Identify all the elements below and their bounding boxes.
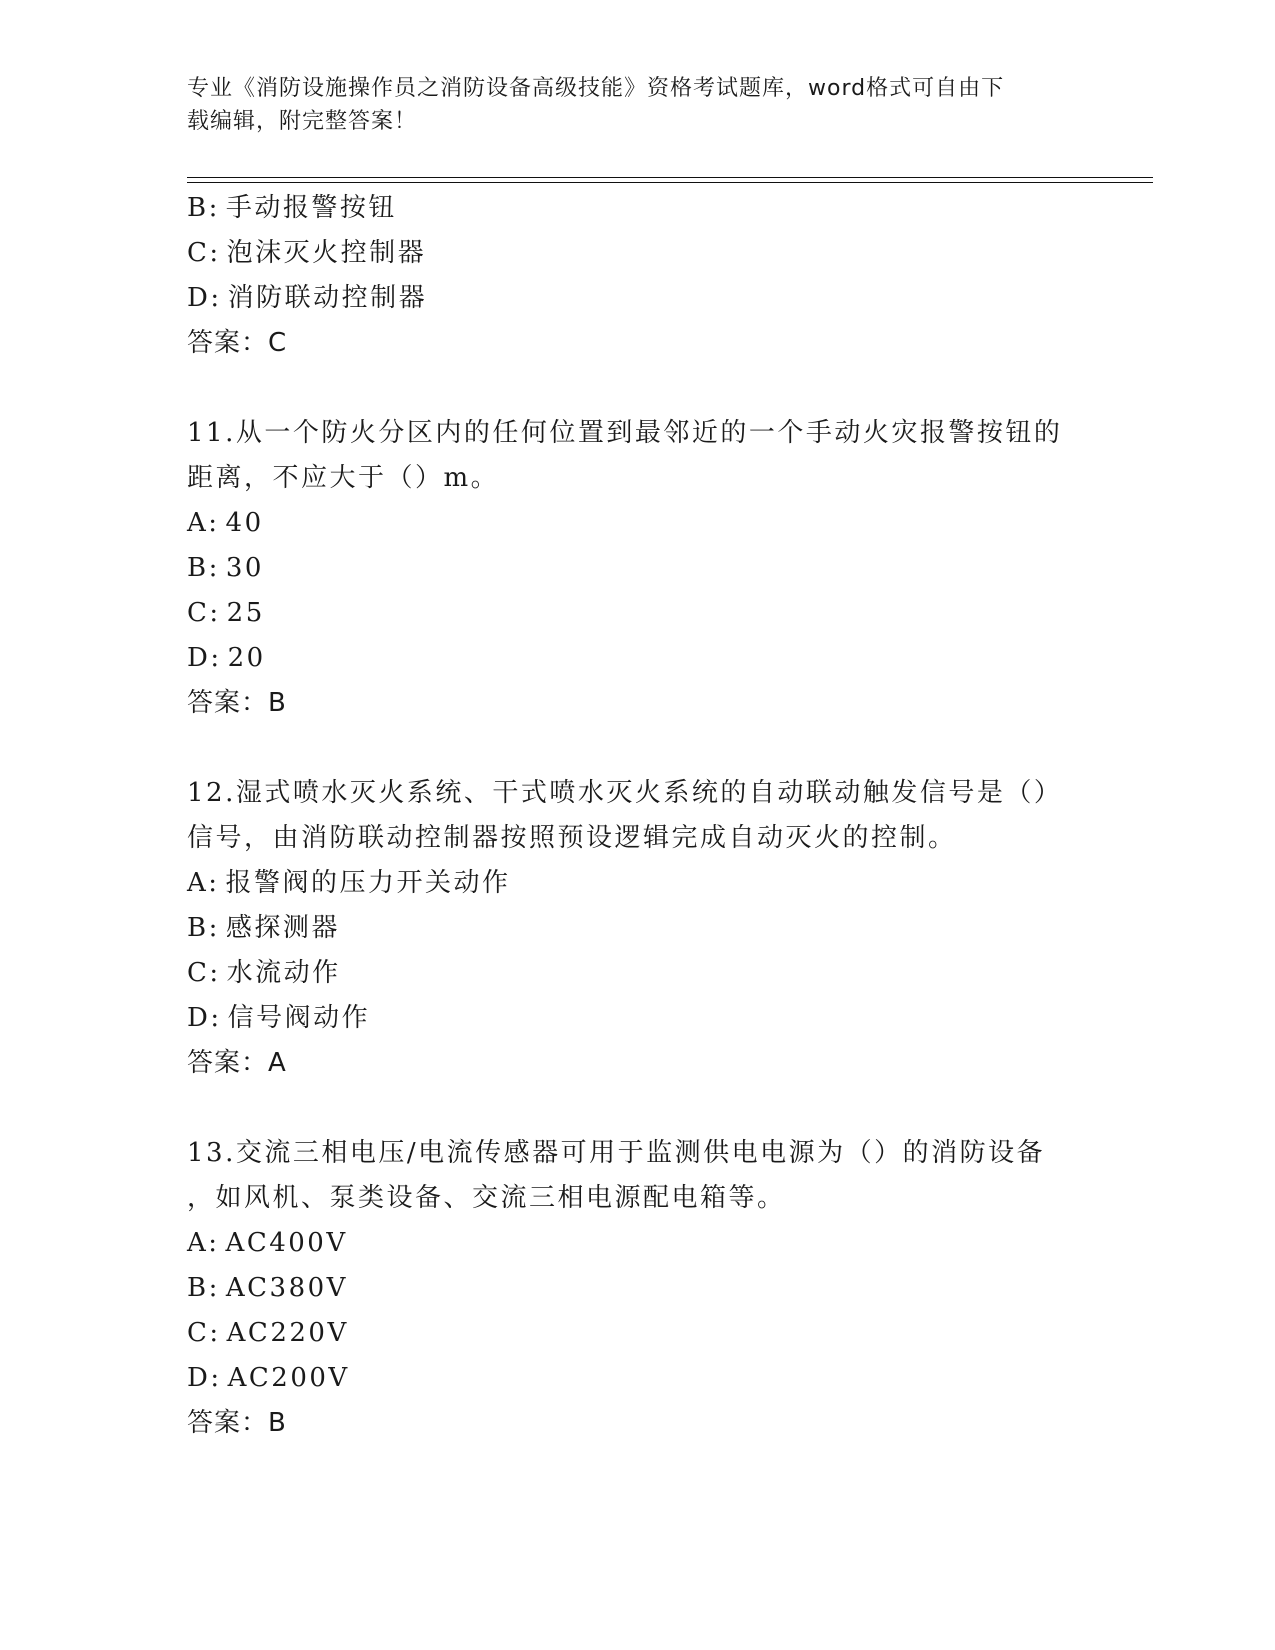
- document-header: [187, 72, 1087, 138]
- q12-option-a: A: 报警阀的压力开关动作: [187, 868, 511, 898]
- q12-stem-line-2: 信号，由消防联动控制器按照预设逻辑完成自动灭火的控制。: [187, 823, 957, 853]
- q13-option-b: B: AC380V: [187, 1273, 348, 1303]
- q11-stem-line-1: 11.从一个防火分区内的任何位置到最邻近的一个手动火灾报警按钮的: [187, 418, 1063, 448]
- q10-option-b: B: 手动报警按钮: [187, 193, 397, 223]
- q13-option-c: C: AC220V: [187, 1318, 349, 1348]
- q11-option-a: A: 40: [187, 508, 264, 538]
- q11-option-b: B: 30: [187, 553, 264, 583]
- q11-option-c: C: 25: [187, 598, 265, 628]
- q12-option-d: D: 信号阀动作: [187, 1003, 371, 1033]
- header-divider-bottom: [187, 182, 1153, 183]
- header-divider-top: [187, 177, 1153, 178]
- q12-option-c: C: 水流动作: [187, 958, 341, 988]
- q11-answer: 答案：B: [187, 688, 287, 718]
- q12-option-b: B: 感探测器: [187, 913, 340, 943]
- header-line-2: 载编辑，附完整答案！: [187, 109, 418, 134]
- q13-option-a: A: AC400V: [187, 1228, 348, 1258]
- q13-stem-line-2: ，如风机、泵类设备、交流三相电源配电箱等。: [187, 1183, 786, 1213]
- q10-answer: 答案：C: [187, 328, 288, 358]
- q10-option-d: D: 消防联动控制器: [187, 283, 428, 313]
- q11-option-d: D: 20: [187, 643, 266, 673]
- q12-answer: 答案：A: [187, 1048, 287, 1078]
- q10-option-c: C: 泡沫灭火控制器: [187, 238, 427, 268]
- header-line-1: 专业《消防设施操作员之消防设备高级技能》资格考试题库，word格式可自由下: [187, 76, 1005, 101]
- q11-stem-line-2: 距离，不应大于（）m。: [187, 463, 500, 493]
- q13-stem-line-1: 13.交流三相电压/电流传感器可用于监测供电电源为（）的消防设备: [187, 1138, 1046, 1168]
- q12-stem-line-1: 12.湿式喷水灭火系统、干式喷水灭火系统的自动联动触发信号是（）: [187, 778, 1063, 808]
- q13-option-d: D: AC200V: [187, 1363, 350, 1393]
- q13-answer: 答案：B: [187, 1408, 287, 1438]
